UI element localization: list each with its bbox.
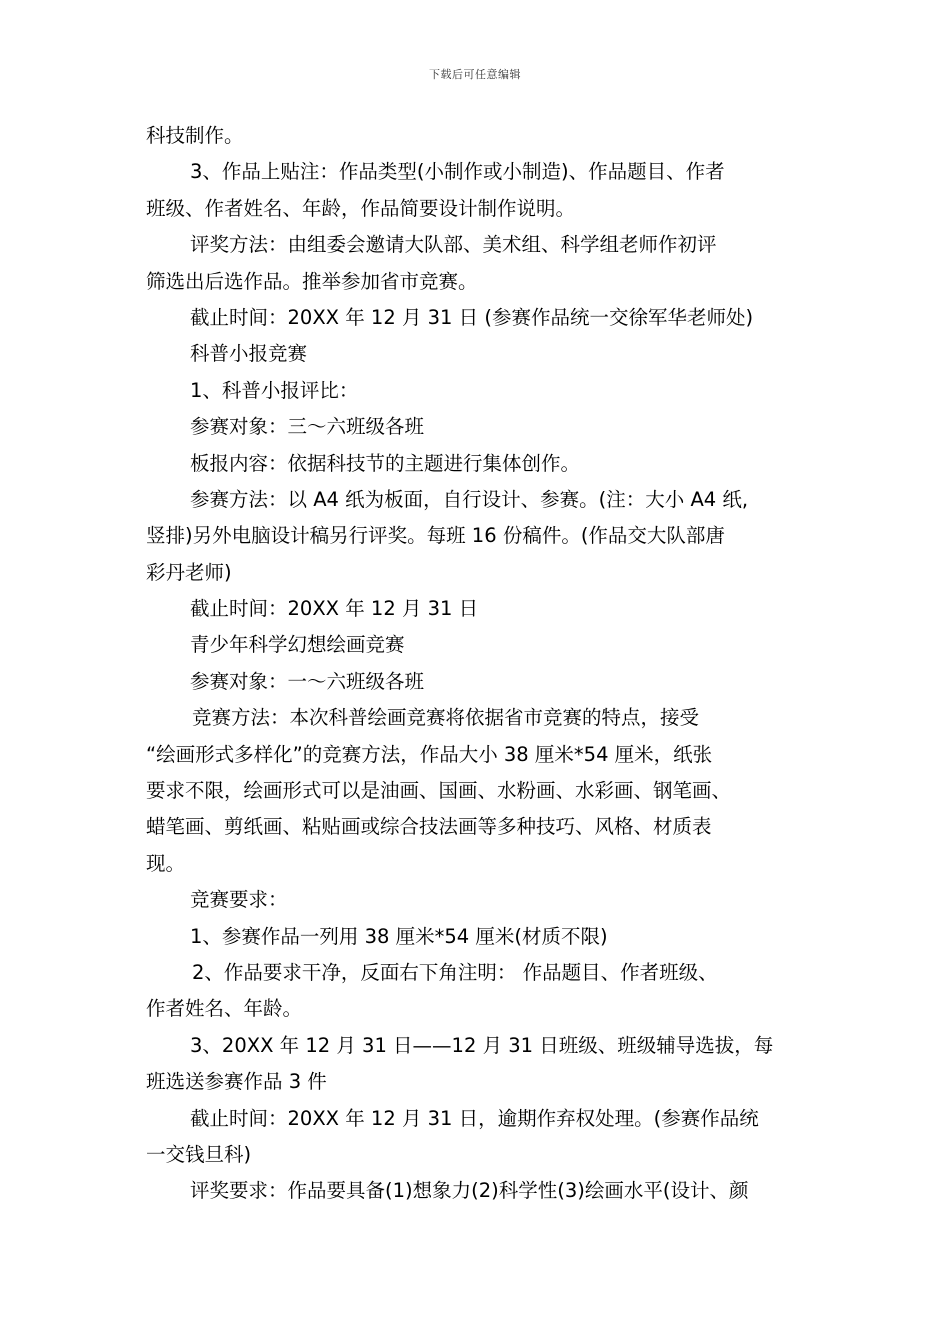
text-line: 竖排)另外电脑设计稿另行评奖。每班 16 份稿件。(作品交大队部唐 xyxy=(146,524,725,548)
document-body xyxy=(146,118,816,1210)
text-line: 2、作品要求干净，反面右下角注明： 作品题目、作者班级、 xyxy=(192,960,718,984)
text-line: 评奖要求：作品要具备(1)想象力(2)科学性(3)绘画水平(设计、颜 xyxy=(190,1179,749,1203)
text-line: 青少年科学幻想绘画竞赛 xyxy=(190,633,405,657)
text-line: 班选送参赛作品 3 件 xyxy=(146,1070,327,1094)
text-line: 评奖方法：由组委会邀请大队部、美术组、科学组老师作初评 xyxy=(190,233,717,257)
text-line: 要求不限，绘画形式可以是油画、国画、水粉画、水彩画、钢笔画、 xyxy=(146,779,732,803)
text-line: 科技制作。 xyxy=(146,124,244,147)
text-line: “绘画形式多样化”的竞赛方法，作品大小 38 厘米*54 厘米，纸张 xyxy=(146,742,713,766)
text-line: 竞赛要求： xyxy=(190,888,288,912)
text-line: 作者姓名、年龄。 xyxy=(146,997,303,1021)
text-line: 参赛对象：三～六班级各班 xyxy=(190,415,425,439)
text-line: 截止时间：20XX 年 12 月 31 日 xyxy=(190,597,479,621)
text-line: 1、参赛作品一列用 38 厘米*54 厘米(材质不限) xyxy=(190,924,608,948)
text-line: 截止时间：20XX 年 12 月 31 日，逾期作弃权处理。(参赛作品统 xyxy=(190,1106,759,1130)
text-line: 科普小报竞赛 xyxy=(190,342,308,366)
text-line: 截止时间：20XX 年 12 月 31 日 (参赛作品统一交徐军华老师处) xyxy=(190,305,754,329)
text-line: 彩丹老师) xyxy=(146,560,232,584)
text-line: 竞赛方法：本次科普绘画竞赛将依据省市竞赛的特点，接受 xyxy=(192,706,700,730)
text-line: 一交钱旦科) xyxy=(146,1142,252,1166)
text-line: 3、20XX 年 12 月 31 日——12 月 31 日班级、班级辅导选拔，每 xyxy=(190,1033,774,1057)
text-line: 班级、作者姓名、年龄，作品简要设计制作说明。 xyxy=(146,196,576,220)
text-line: 3、作品上贴注：作品类型(小制作或小制造)、作品题目、作者 xyxy=(190,160,725,184)
text-line: 筛选出后选作品。推举参加省市竞赛。 xyxy=(146,269,478,293)
text-line: 参赛方法：以 A4 纸为板面，自行设计、参赛。(注：大小 A4 纸, xyxy=(190,487,749,511)
text-line: 1、科普小报评比： xyxy=(190,378,359,402)
text-line: 板报内容：依据科技节的主题进行集体创作。 xyxy=(190,451,581,475)
text-line: 蜡笔画、剪纸画、粘贴画或综合技法画等多种技巧、风格、材质表 xyxy=(146,815,712,839)
text-line: 现。 xyxy=(146,851,186,875)
page-header: 下载后可任意编辑 xyxy=(429,68,521,81)
text-line: 参赛对象：一～六班级各班 xyxy=(190,669,425,693)
